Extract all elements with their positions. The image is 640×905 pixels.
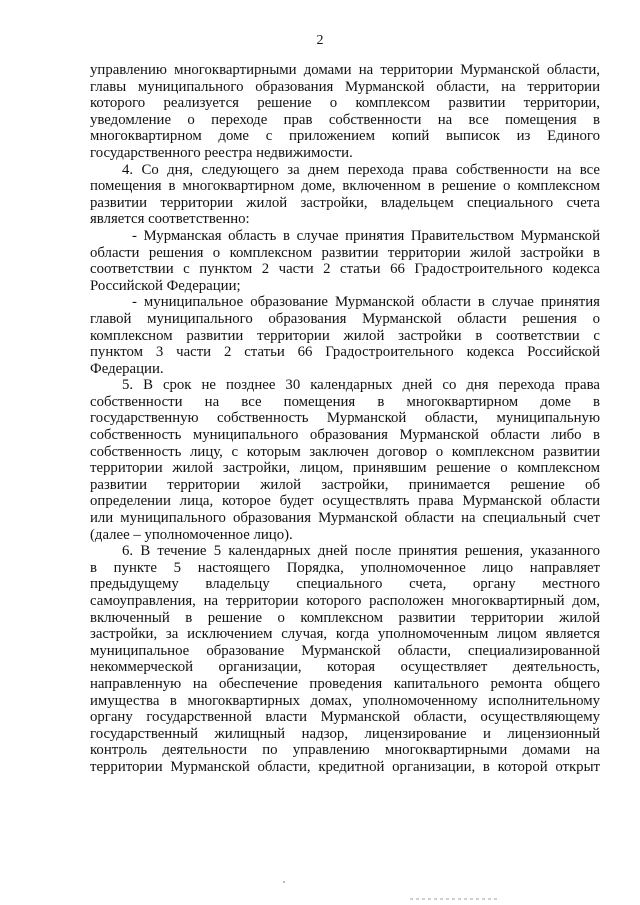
text-line: собственность лицу, с которым заключен договор о комплексном развитии — [90, 443, 600, 460]
text-line: органу государственной власти Мурманской области, осуществляющему — [90, 709, 600, 726]
text-line: соответствии с пунктом 2 части 2 статьи 66 Градостроительного кодекса — [90, 261, 600, 278]
text-line: определении лица, которое будет осуществлять права Мурманской области — [90, 493, 600, 510]
text-line: государственный жилищный надзор, лицензирование и лицензионный — [90, 725, 600, 742]
text-line: развитии территории жилой застройки, принимается решение об — [90, 476, 600, 493]
text-line: Федерации. — [90, 360, 164, 377]
text-line: государственного реестра недвижимости. — [90, 144, 353, 161]
text-line: самоуправления, на территории которого расположен многоквартирный дом, — [90, 593, 600, 609]
text-line: пунктом 3 части 2 статьи 66 Градостроительного кодекса Российской — [90, 344, 600, 361]
text-line: территории жилой застройки, лицом, принявшим решение о комплексном — [90, 460, 600, 477]
text-line: территории Мурманской области, кредитной организации, в которой открыт — [90, 758, 600, 775]
text-line: (далее – уполномоченное лицо). — [90, 526, 293, 543]
text-line: комплексном развитии территории жилой застройки в соответствии с — [90, 327, 600, 344]
text-line: управлению многоквартирными домами на территории Мурманской области, — [90, 62, 600, 78]
document-body — [90, 62, 600, 776]
text-line: собственность муниципального образования Мурманской области либо в — [90, 427, 600, 444]
text-line: Российской Федерации; — [90, 277, 241, 294]
text-line: 4. Со дня, следующего за днем перехода права собственности на все — [122, 161, 600, 178]
text-line: развитии территории жилой застройки, владельцем специального счета — [90, 194, 600, 211]
text-line: - Мурманская область в случае принятия Правительством Мурманской — [132, 227, 600, 244]
scan-artifact — [410, 898, 500, 900]
scan-artifact — [283, 881, 285, 883]
text-line: помещения в многоквартирном доме, включенном в решение о комплексном — [90, 178, 600, 195]
text-line: государственную собственность Мурманской области, муниципальную — [90, 410, 600, 427]
text-line: направленную на обеспечение проведения капитального ремонта общего — [90, 675, 600, 692]
text-line: главы муниципального образования Мурманской области, на территории — [90, 78, 600, 95]
text-line: предыдущему владельцу специального счета, органу местного — [90, 576, 600, 593]
text-line: которого реализуется решение о комплексом развитии территории, — [90, 95, 600, 112]
text-line: многоквартирном доме с приложением копий выписок из Единого — [90, 128, 600, 145]
text-line: включенный в решение о комплексном развитии территории жилой — [90, 609, 600, 626]
text-line: или муниципального образования Мурманской области на специальный счет — [90, 510, 600, 527]
text-line: некоммерческой организации, которая осуществляет деятельность, — [90, 659, 600, 676]
text-line: 5. В срок не позднее 30 календарных дней со дня перехода права — [122, 377, 600, 394]
text-line: в пункте 5 настоящего Порядка, уполномоченное лицо направляет — [90, 559, 600, 576]
text-line: имущества в многоквартирных домах, уполномоченному исполнительному — [90, 692, 600, 709]
text-line: области решения о комплексном развитии территории жилой застройки в — [90, 244, 600, 261]
text-line: - муниципальное образование Мурманской области в случае принятия — [132, 294, 600, 311]
text-line: контроль деятельности по управлению многоквартирными домами на — [90, 742, 600, 759]
text-line: является соответственно: — [90, 211, 250, 228]
text-line: главой муниципального образования Мурманской области решения о — [90, 310, 600, 327]
text-line: муниципальное образование Мурманской области, специализированной — [90, 642, 600, 659]
page-number: 2 — [316, 33, 324, 48]
text-line: собственности на все помещения в многоквартирном доме в — [90, 393, 600, 410]
text-line: застройки, за исключением случая, когда уполномоченным лицом является — [90, 626, 600, 643]
text-line: 6. В течение 5 календарных дней после принятия решения, указанного — [122, 543, 600, 560]
text-line: уведомление о переходе прав собственности на все помещения в — [90, 111, 600, 128]
